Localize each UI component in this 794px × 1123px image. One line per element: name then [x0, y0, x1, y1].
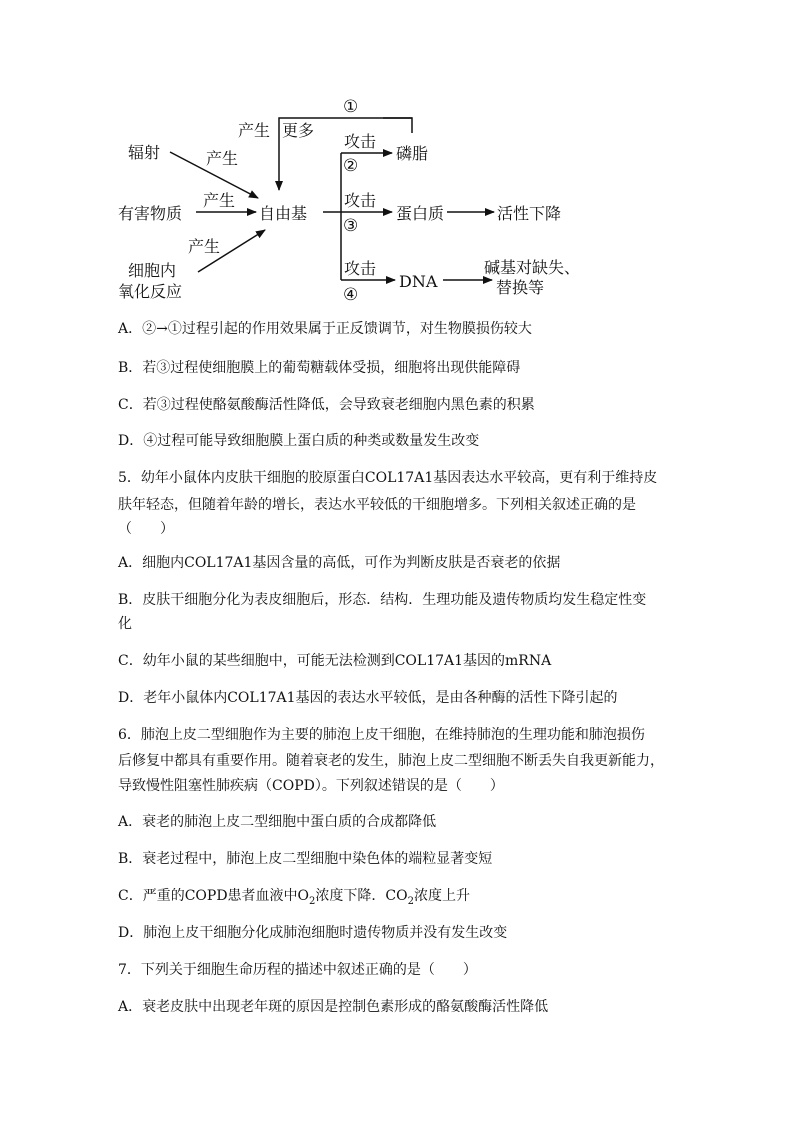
q6-stem-line-2: 后修复中都具有重要作用。随着衰老的发生，肺泡上皮二型细胞不断丢失自我更新能力， — [118, 753, 664, 769]
q5-stem-line-2: 肤年轻态，但随着年龄的增长，表达水平较低的干细胞增多。下列相关叙述正确的是 — [118, 497, 636, 513]
feedback-loop-line — [383, 118, 412, 133]
label-produce-more-b: 更多 — [282, 121, 315, 140]
q4-option-b: B．若③过程使细胞膜上的葡萄糖载体受损，细胞将出现供能障碍 — [118, 360, 521, 376]
q4-option-a: A．②→①过程引起的作用效果属于正反馈调节，对生物膜损伤较大 — [118, 321, 532, 337]
label-dna: DNA — [399, 272, 438, 291]
label-produce-1: 产生 — [206, 149, 239, 168]
q5-option-d: D．老年小鼠体内COL17A1基因的表达水平较低，是由各种酶的活性下降引起的 — [118, 690, 618, 706]
label-attack-2: 攻击 — [344, 191, 377, 210]
label-phospholipid: 磷脂 — [396, 144, 429, 163]
label-attack-1: 攻击 — [344, 132, 377, 151]
q5-option-a: A．细胞内COL17A1基因含量的高低，可作为判断皮肤是否衰老的依据 — [118, 555, 561, 571]
label-n4: ④ — [343, 285, 359, 305]
q5-stem-line-3: （ ） — [118, 521, 174, 537]
label-cell-inner-b: 氧化反应 — [118, 282, 183, 301]
label-base-b: 替换等 — [496, 278, 545, 297]
q6-option-c-mid: 浓度下降．CO — [315, 888, 408, 904]
label-n1: ① — [343, 97, 359, 117]
label-produce-more-a: 产生 — [238, 121, 271, 140]
q6-option-a: A．衰老的肺泡上皮二型细胞中蛋白质的合成都降低 — [118, 814, 437, 830]
label-produce-3: 产生 — [188, 237, 221, 256]
q5-option-b-line-1: B．皮肤干细胞分化为表皮细胞后，形态．结构．生理功能及遗传物质均发生稳定性变 — [118, 592, 647, 608]
label-n3: ③ — [343, 216, 359, 236]
q4-option-d: D．④过程可能导致细胞膜上蛋白质的种类或数量发生改变 — [118, 433, 480, 449]
q5-stem-line-1: 5．幼年小鼠体内皮肤干细胞的胶原蛋白COL17A1基因表达水平较高，更有利于维持皮 — [118, 470, 658, 486]
q6-option-c-sub1: 2 — [309, 895, 316, 907]
q6-option-c-sub2: 2 — [407, 895, 414, 907]
q6-option-d: D．肺泡上皮干细胞分化成肺泡细胞时遗传物质并没有发生改变 — [118, 925, 508, 941]
label-free-radical: 自由基 — [259, 204, 308, 223]
label-harmful-substance: 有害物质 — [118, 204, 183, 223]
label-activity-down: 活性下降 — [497, 204, 562, 223]
label-cell-inner-a: 细胞内 — [128, 261, 177, 280]
q6-option-c-pre: C．严重的COPD患者血液中O — [118, 888, 310, 904]
q6-stem-line-1: 6．肺泡上皮二型细胞作为主要的肺泡上皮干细胞，在维持肺泡的生理功能和肺泡损伤 — [118, 727, 645, 743]
q5-option-c: C．幼年小鼠的某些细胞中，可能无法检测到COL17A1基因的mRNA — [118, 653, 552, 669]
label-radiation: 辐射 — [128, 143, 161, 162]
q7-option-a: A．衰老皮肤中出现老年斑的原因是控制色素形成的酪氨酸酶活性降低 — [118, 999, 549, 1015]
q6-option-c-post: 浓度上升 — [413, 888, 470, 904]
label-n2: ② — [343, 156, 359, 176]
q6-option-b: B．衰老过程中，肺泡上皮二型细胞中染色体的端粒显著变短 — [118, 851, 493, 867]
free-radical-diagram — [0, 0, 794, 310]
label-produce-2: 产生 — [203, 191, 236, 210]
label-attack-3: 攻击 — [344, 259, 377, 278]
label-protein: 蛋白质 — [396, 204, 445, 223]
q7-stem: 7．下列关于细胞生命历程的描述中叙述正确的是（ ） — [118, 962, 477, 978]
q5-option-b-line-2: 化 — [118, 616, 132, 632]
label-base-a: 碱基对缺失、 — [484, 258, 581, 277]
q4-option-c: C．若③过程使酪氨酸酶活性降低，会导致衰老细胞内黑色素的积累 — [118, 397, 535, 413]
q6-option-c — [118, 883, 698, 915]
q6-stem-line-3: 导致慢性阻塞性肺疾病（COPD）。下列叙述错误的是（ ） — [118, 778, 504, 794]
